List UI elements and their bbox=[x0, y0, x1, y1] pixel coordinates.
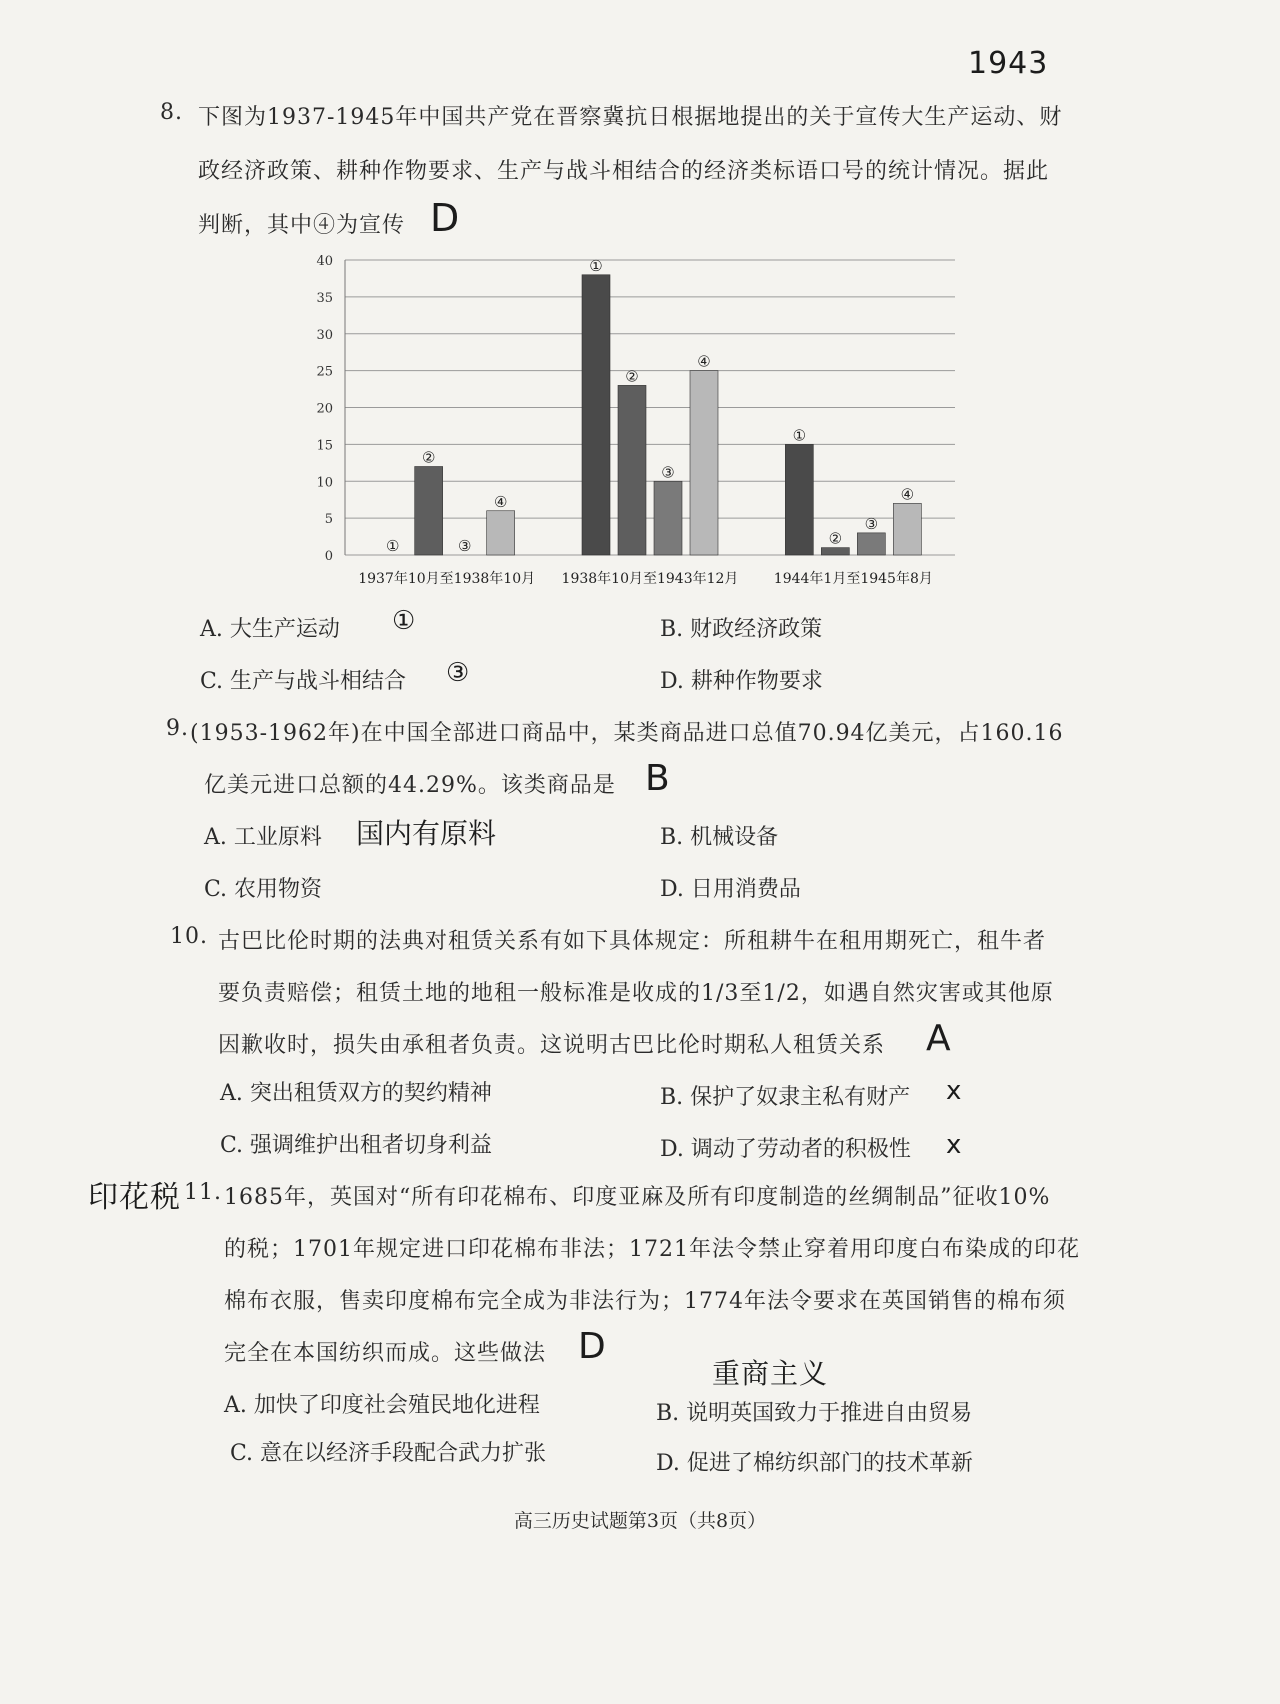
y-tick-35: 35 bbox=[316, 290, 333, 306]
q10-option-c: C. 强调维护出租者切身利益 bbox=[220, 1133, 493, 1158]
y-tick-5: 5 bbox=[324, 512, 333, 528]
q11-option-c: C. 意在以经济手段配合武力扩张 bbox=[230, 1441, 547, 1466]
q9-option-c: C. 农用物资 bbox=[204, 877, 323, 902]
q8-handwritten-year: 1943 bbox=[968, 46, 1049, 81]
q8-option-a-mark: ① bbox=[392, 606, 416, 636]
bar-label-2-3: ④ bbox=[900, 485, 915, 504]
bar-0-1 bbox=[415, 467, 443, 556]
q8-option-c: C. 生产与战斗相结合 bbox=[200, 669, 407, 694]
q8-option-c-mark: ③ bbox=[446, 658, 470, 688]
chart-y-ticks bbox=[316, 254, 333, 564]
x-tick-0: 1937年10月至1938年10月 bbox=[358, 571, 536, 587]
bar-1-1 bbox=[618, 385, 646, 555]
bar-label-2-0: ① bbox=[792, 426, 807, 445]
q9-stem-line2: 亿美元进口总额的44.29%。该类商品是 bbox=[204, 773, 616, 798]
q8-option-b: B. 财政经济政策 bbox=[660, 617, 823, 642]
y-tick-25: 25 bbox=[316, 364, 333, 380]
q10-number: 10. bbox=[170, 924, 208, 949]
q11-option-d: D. 促进了棉纺织部门的技术革新 bbox=[656, 1451, 973, 1476]
q10-option-a: A. 突出租赁双方的契约精神 bbox=[220, 1081, 492, 1106]
bar-label-1-3: ④ bbox=[697, 352, 711, 371]
q11-stem-line2: 的税；1701年规定进口印花棉布非法；1721年法令禁止穿着用印度白布染成的印花 bbox=[224, 1237, 1080, 1262]
q10-option-d-mark: x bbox=[946, 1130, 962, 1160]
bar-label-0-3: ④ bbox=[493, 492, 508, 511]
page-footer: 高三历史试题第3页（共8页） bbox=[513, 1510, 767, 1532]
y-tick-10: 10 bbox=[316, 475, 333, 491]
bar-label-0-2: ③ bbox=[457, 537, 472, 555]
bar-label-1-0: ① bbox=[589, 256, 603, 275]
q9-option-b: B. 机械设备 bbox=[660, 825, 779, 850]
q8-stem-line1: 下图为1937-1945年中国共产党在晋察冀抗日根据地提出的关于宣传大生产运动、财 bbox=[198, 105, 1063, 130]
q10-stem-line2: 要负责赔偿；租赁土地的地租一般标准是收成的1/3至1/2，如遇自然灾害或其他原 bbox=[218, 981, 1054, 1006]
bar-1-3 bbox=[690, 371, 718, 555]
bar-2-3 bbox=[893, 503, 921, 555]
q11-handwritten-note-left: 印花税 bbox=[88, 1180, 181, 1215]
x-tick-1: 1938年10月至1943年12月 bbox=[561, 571, 739, 587]
bar-label-2-1: ② bbox=[828, 529, 843, 548]
q9-option-a: A. 工业原料 bbox=[204, 825, 322, 850]
q9-option-d: D. 日用消费品 bbox=[660, 877, 801, 902]
q9-handwritten-answer: B bbox=[645, 758, 671, 799]
x-tick-2: 1944年1月至1945年8月 bbox=[773, 571, 933, 587]
bar-0-3 bbox=[487, 511, 515, 555]
q11-handwritten-note-b: 重商主义 bbox=[712, 1357, 829, 1390]
q8-option-d: D. 耕种作物要求 bbox=[660, 669, 823, 694]
bar-2-2 bbox=[857, 533, 885, 555]
q11-number: 11. bbox=[184, 1180, 222, 1205]
bar-2-1 bbox=[821, 548, 849, 555]
q8-bar-chart bbox=[300, 250, 980, 600]
chart-x-labels bbox=[358, 570, 933, 587]
q8-stem-line2: 政经济政策、耕种作物要求、生产与战斗相结合的经济类标语口号的统计情况。据此 bbox=[198, 159, 1050, 184]
bar-label-0-0: ① bbox=[385, 537, 400, 555]
y-tick-15: 15 bbox=[316, 438, 333, 454]
bar-label-1-1: ② bbox=[625, 367, 639, 386]
q10-stem-line3: 因歉收时，损失由承租者负责。这说明古巴比伦时期私人租赁关系 bbox=[218, 1033, 886, 1058]
q8-stem-line3: 判断，其中④为宣传 bbox=[198, 213, 406, 238]
q11-handwritten-answer: D bbox=[578, 1326, 607, 1367]
y-tick-20: 20 bbox=[316, 401, 333, 417]
bar-label-1-2: ③ bbox=[661, 463, 675, 482]
q9-stem-line1: (1953-1962年)在中国全部进口商品中，某类商品进口总值70.94亿美元，占160.16 bbox=[190, 721, 1064, 746]
q8-option-a: A. 大生产运动 bbox=[200, 617, 340, 642]
y-tick-0: 0 bbox=[324, 549, 333, 564]
bar-label-0-1: ② bbox=[421, 448, 436, 467]
bar-1-0 bbox=[582, 275, 610, 555]
q9-number: 9. bbox=[166, 716, 189, 741]
bar-1-2 bbox=[654, 481, 682, 555]
q9-handwritten-note: 国内有原料 bbox=[356, 817, 497, 850]
q11-option-a: A. 加快了印度社会殖民地化进程 bbox=[224, 1393, 540, 1418]
q11-stem-line3: 棉布衣服，售卖印度棉布完全成为非法行为；1774年法令要求在英国销售的棉布须 bbox=[224, 1289, 1066, 1314]
bar-label-2-2: ③ bbox=[864, 514, 879, 533]
bar-2-0 bbox=[785, 444, 813, 555]
q11-option-b: B. 说明英国致力于推进自由贸易 bbox=[656, 1401, 973, 1426]
chart-bar-labels bbox=[386, 257, 914, 555]
q10-stem-line1: 古巴比伦时期的法典对租赁关系有如下具体规定：所租耕牛在租用期死亡，租牛者 bbox=[218, 929, 1047, 954]
q10-option-b-mark: x bbox=[946, 1076, 962, 1106]
q10-handwritten-answer: A bbox=[926, 1018, 952, 1059]
y-tick-40: 40 bbox=[316, 254, 333, 269]
q8-handwritten-answer: D bbox=[430, 196, 461, 240]
chart-bars bbox=[415, 275, 922, 555]
q10-option-d: D. 调动了劳动者的积极性 bbox=[660, 1137, 911, 1162]
y-tick-30: 30 bbox=[316, 327, 333, 343]
q8-number: 8. bbox=[160, 100, 183, 125]
q10-option-b: B. 保护了奴隶主私有财产 bbox=[660, 1085, 911, 1110]
q11-stem-line1: 1685年，英国对“所有印花棉布、印度亚麻及所有印度制造的丝绸制品”征收10% bbox=[224, 1185, 1051, 1210]
q11-stem-line4: 完全在本国纺织而成。这些做法 bbox=[224, 1341, 547, 1366]
